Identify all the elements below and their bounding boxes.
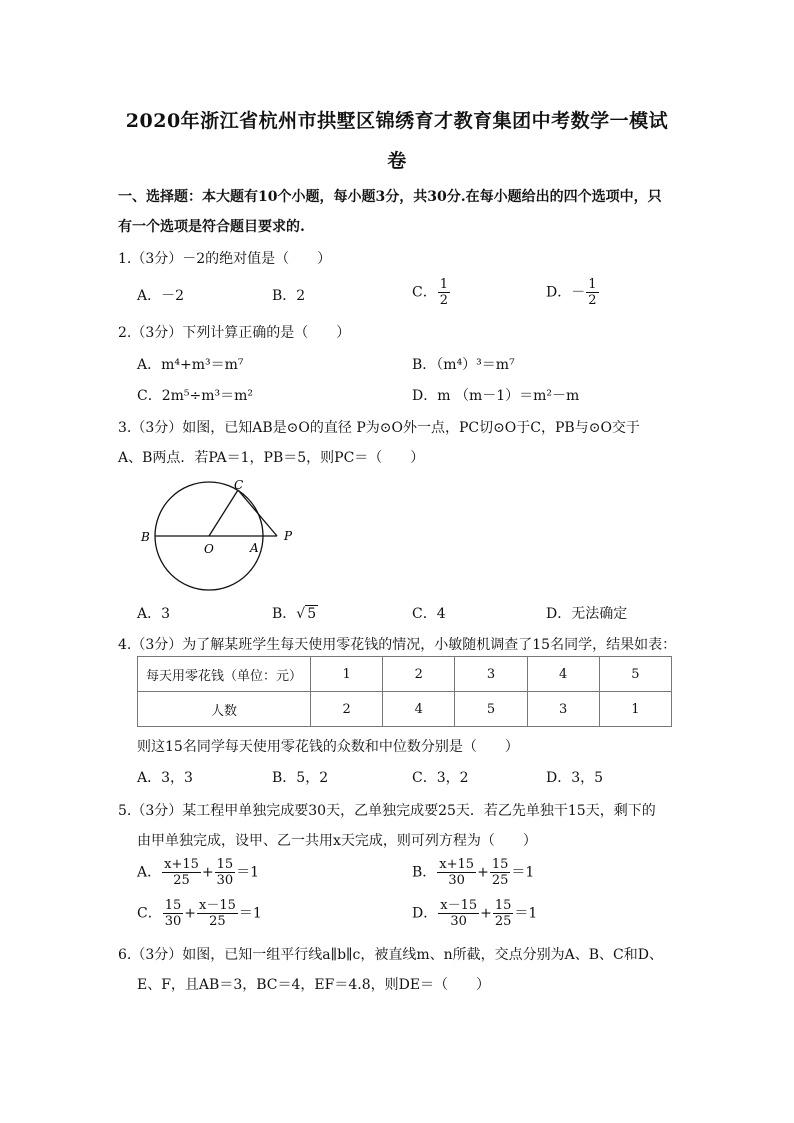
q5-b-fraction2 [490, 857, 511, 888]
table-cell: 3 [527, 692, 599, 727]
table-cell: 4 [527, 657, 599, 692]
table-cell: 4 [383, 692, 455, 727]
table-cell: 5 [455, 692, 527, 727]
q1-d-numerator: 1 [588, 277, 597, 292]
q2-stem: 2.（3分）下列计算正确的是（ ） [118, 325, 351, 341]
q2-option-d: D．m （m－1）＝m²－m [412, 388, 580, 404]
q5-d-op: + [480, 905, 492, 922]
q5-b-eq: ＝1 [511, 864, 535, 881]
label-o: O [204, 542, 214, 556]
section-heading-line2: 有一个选项是符合题目要求的. [118, 219, 305, 235]
table-cell: 1 [599, 692, 671, 727]
table-row2-header: 人数 [138, 692, 311, 727]
q2-option-b: B．（m⁴）³＝m⁷ [412, 357, 515, 373]
q4-option-a: A．3，3 [137, 770, 193, 786]
table-cell: 3 [455, 657, 527, 692]
table-row [138, 657, 672, 692]
label-p: P [284, 529, 293, 543]
label-a: A [250, 541, 259, 555]
q5-a-fraction1 [162, 857, 201, 888]
table-row [138, 692, 672, 727]
q5-b-fraction1 [437, 857, 476, 888]
q5-a-den1: 25 [173, 873, 190, 888]
q5-c-num1: 15 [164, 898, 182, 913]
q1-option-a: A．－2 [137, 288, 185, 304]
q1-option-c-fraction [438, 277, 450, 308]
q5-d-num1: x－15 [440, 898, 478, 913]
q1-c-numerator: 1 [439, 277, 448, 292]
radius-oc [209, 490, 238, 536]
q5-c-den2: 25 [209, 914, 226, 929]
q1-c-denominator: 2 [439, 293, 448, 308]
q1-option-d-fraction [586, 277, 598, 308]
q5-d-fraction2 [493, 898, 514, 929]
table-cell: 5 [599, 657, 671, 692]
q5-d-num2: 15 [494, 898, 512, 913]
tangent-pc [238, 490, 277, 536]
q5-c-fraction1 [163, 898, 184, 929]
q5-d-den1: 30 [450, 914, 467, 929]
q5-d-eq: ＝1 [514, 905, 538, 922]
q3-option-b-sqrt: √ 5 [296, 606, 317, 622]
q5-c-den1: 30 [164, 914, 182, 929]
q5-option-d [412, 898, 537, 929]
q3-stem-line2: A、B两点．若PA＝1，PB＝5，则PC＝（ ） [118, 450, 425, 466]
q5-option-b [412, 857, 534, 888]
label-c: C [234, 478, 244, 492]
q1-option-b: B．2 [272, 288, 306, 304]
q5-c-eq: ＝1 [238, 905, 262, 922]
table-cell: 1 [311, 657, 383, 692]
q4-option-b: B．5，2 [272, 770, 329, 786]
q6-stem-line1: 6.（3分）如图，已知一组平行线a∥b∥c，被直线m、n所截，交点分别为A、B、C和D、 [118, 947, 663, 963]
q5-b-num2: 15 [491, 857, 509, 872]
q5-a-num1: x+15 [164, 857, 199, 872]
label-b: B [141, 530, 150, 544]
q1-option-d-prefix: D．－ [546, 284, 586, 301]
q5-b-num1: x+15 [439, 857, 475, 872]
q1-option-c-prefix: C． [412, 284, 437, 301]
q5-stem-line2: 由甲单独完成，设甲、乙一共用x天完成，则可列方程为（ ） [137, 833, 537, 849]
q5-d-fraction1 [438, 898, 479, 929]
q2-option-a: A．m⁴+m³＝m⁷ [137, 357, 244, 373]
q6-stem-line2: E、F，且AB＝3，BC＝4，EF＝4.8，则DE＝（ ） [137, 977, 491, 993]
q5-c-prefix: C． [137, 905, 162, 922]
table-cell: 2 [311, 692, 383, 727]
q5-a-eq: ＝1 [236, 864, 260, 881]
q4-option-d: D．3，5 [546, 770, 604, 786]
q3-option-b-prefix: B． [272, 606, 297, 622]
q1-stem: 1.（3分）－2的绝对值是（ ） [118, 251, 332, 267]
q3-stem-line1: 3.（3分）如图，已知AB是⊙O的直径 P为⊙O外一点，PC切⊙O于C，PB与⊙O交于 [118, 420, 640, 436]
q5-a-op: + [201, 864, 214, 881]
q5-a-fraction2 [215, 857, 236, 888]
q4-data-table [137, 656, 672, 727]
q2-option-c: C．2m⁵÷m³＝m² [137, 388, 254, 404]
q5-a-den2: 30 [216, 873, 234, 888]
q4-stem: 4.（3分）为了解某班学生每天使用零花钱的情况，小敏随机调查了15名同学，结果如表： [118, 637, 677, 653]
q5-stem-line1: 5.（3分）某工程甲单独完成要30天，乙单独完成要25天．若乙先单独干15天，剩下的 [118, 803, 656, 819]
q5-c-num2: x－15 [199, 898, 236, 913]
q4-option-c: C．3，2 [412, 770, 469, 786]
q5-c-op: + [184, 905, 196, 922]
q3-option-b [272, 603, 318, 623]
q5-b-den1: 30 [448, 873, 465, 888]
table-row1-header: 每天用零花钱（单位：元） [138, 657, 311, 692]
q5-b-den2: 25 [491, 873, 509, 888]
q5-a-prefix: A． [137, 864, 162, 881]
exam-title-line2: 卷 [387, 150, 407, 172]
exam-title-line1: 2020年浙江省杭州市拱墅区锦绣育才教育集团中考数学一模试 [125, 110, 669, 132]
q4-followup: 则这15名同学每天使用零花钱的众数和中位数分别是（ ） [137, 739, 519, 755]
q5-d-den2: 25 [494, 914, 512, 929]
q5-a-num2: 15 [216, 857, 234, 872]
q5-b-op: + [477, 864, 489, 881]
q1-option-c [412, 277, 451, 308]
q1-d-denominator: 2 [588, 293, 597, 308]
q3-circle-figure [130, 475, 310, 600]
q1-option-d [546, 277, 600, 308]
q5-option-c [137, 898, 262, 929]
section-heading-line1: 一、选择题：本大题有10个小题，每小题3分，共30分.在每小题给出的四个选项中，只 [118, 189, 662, 205]
q3-option-c: C．4 [412, 606, 446, 622]
q3-option-a: A．3 [137, 606, 171, 622]
q5-b-prefix: B． [412, 864, 437, 881]
q3-b-radicand: 5 [307, 606, 317, 622]
q3-option-d: D．无法确定 [546, 606, 628, 622]
q5-c-fraction2 [197, 898, 238, 929]
table-cell: 2 [383, 657, 455, 692]
q5-d-prefix: D． [412, 905, 438, 922]
q5-option-a [137, 857, 259, 888]
